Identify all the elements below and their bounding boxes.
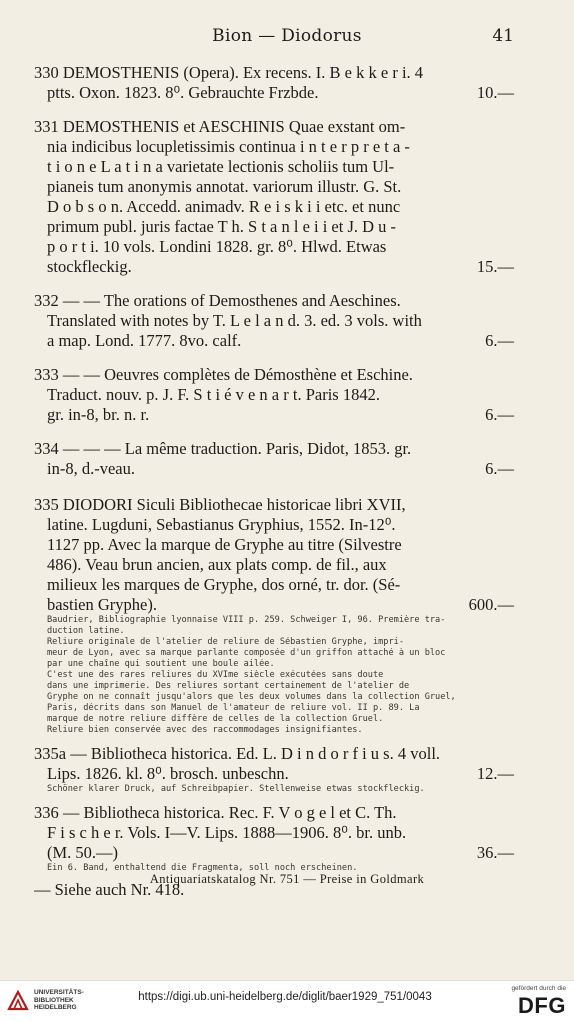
entry-line: Translated with notes by T. L e l a n d. 3. ed. 3 vols. with [47, 311, 422, 330]
page-number: 41 [492, 26, 514, 46]
entry-line: t i o n e L a t i n a varietate lectionis scholiis tum Ul- [47, 157, 395, 176]
university-seal-icon [6, 989, 30, 1013]
entry-line: bastien Gryphe). [47, 595, 157, 614]
catalog-entry [34, 291, 514, 351]
entry-line: pianeis tum anonymis annotat. variorum illustr. G. St. [47, 177, 402, 196]
viewer-bar [0, 980, 574, 1022]
entry-first-line: — Siehe auch Nr. 418. [34, 880, 185, 899]
catalog-entry [34, 439, 514, 479]
entry-price: 600.— [468, 595, 514, 614]
entry-line: 1127 pp. Avec la marque de Gryphe au titre (Silvestre [47, 535, 402, 554]
entry-line: milieux les marques de Gryphe, dos orné, tr. dor. (Sé- [47, 575, 401, 594]
entry-note: meur de Lyon, avec sa marque parlante composée d'un griffon attaché à un bloc [47, 648, 446, 658]
sponsor-caption: gefördert durch die [511, 985, 566, 992]
entry-line: stockfleckig. [47, 257, 132, 276]
entry-line: ptts. Oxon. 1823. 8⁰. Gebrauchte Frzbde. [47, 83, 319, 102]
document-url-link[interactable]: https://digi.ub.uni-heidelberg.de/diglit/baer1929_751/0043 [138, 991, 432, 1003]
entry-note: dans une imprimerie. Des reliures sortant certainement de l'atelier de [47, 681, 410, 691]
entry-first-line: 336 — Bibliotheca historica. Rec. F. V o g e l et C. Th. [34, 803, 397, 822]
entry-line: F i s c h e r. Vols. I—V. Lips. 1888—1906. 8⁰. br. unb. [47, 823, 407, 842]
entry-note: Gryphe on ne connaît jusqu'alors que les deux volumes dans la collection Gruel, [47, 692, 456, 702]
running-title: Bion — Diodorus [212, 26, 362, 46]
entry-first-line: 332 — — The orations of Demosthenes and Aeschines. [34, 291, 401, 310]
library-logo-text: UNIVERSITÄTS- BIBLIOTHEK HEIDELBERG [34, 989, 84, 1011]
entry-note: Paris, décrits dans son Manuel de l'amateur de reliure vol. II p. 89. La [47, 703, 420, 713]
entry-first-line: 335a — Bibliotheca historica. Ed. L. D i n d o r f i u s. 4 voll. [34, 744, 441, 763]
entry-line: a map. Lond. 1777. 8vo. calf. [47, 331, 242, 350]
entry-first-line: 333 — — Oeuvres complètes de Démosthène et Eschine. [34, 365, 413, 384]
catalog-footer: Antiquariatskatalog Nr. 751 — Preise in Goldmark [149, 872, 425, 886]
entry-first-line: 335 DIODORI Siculi Bibliothecae historicae libri XVII, [34, 495, 406, 514]
entry-line: primum publ. juris factae T h. S t a n l e i i et J. D u - [47, 217, 397, 236]
entry-line: nia indicibus locupletissimis continua i n t e r p r e t a - [47, 137, 410, 156]
catalog-entry [34, 495, 514, 736]
entry-first-line: 330 DEMOSTHENIS (Opera). Ex recens. I. B e k k e r i. 4 [34, 63, 424, 82]
entry-price: 12.— [476, 764, 514, 783]
catalog-entry [34, 117, 514, 277]
entry-first-line: 334 — — — La même traduction. Paris, Didot, 1853. gr. [34, 439, 412, 458]
entry-note: Baudrier, Bibliographie lyonnaise VIII p. 259. Schweiger I, 96. Première tra- [47, 615, 446, 625]
catalog-entry [34, 744, 514, 795]
entry-line: Lips. 1826. kl. 8⁰. brosch. unbeschn. [47, 764, 289, 783]
entry-line: D o b s o n. Accedd. animadv. R e i s k i i etc. et nunc [47, 197, 401, 216]
entry-line: (M. 50.—) [47, 843, 119, 862]
entry-note: par une chaîne qui soutient une boule ailée. [47, 659, 275, 669]
entry-note: Reliure bien conservée avec des raccommodages insignifiantes. [47, 725, 363, 735]
entry-note: C'est une des rares reliures du XVIme siècle exécutées sans doute [47, 670, 384, 680]
entry-line: 486). Veau brun ancien, aux plats comp. de fil., aux [47, 555, 387, 574]
entry-note: marque de notre reliure diffère de celles de la collection Gruel. [47, 714, 384, 724]
catalog-entries [34, 63, 514, 900]
entry-note: duction latine. [47, 626, 125, 636]
catalog-entry [34, 803, 514, 874]
entry-note: Schöner klarer Druck, auf Schreibpapier. Stellenweise etwas stockfleckig. [47, 784, 425, 794]
entry-line: latine. Lugduni, Sebastianus Gryphius, 1552. In-12⁰. [47, 515, 396, 534]
entry-price: 6.— [485, 459, 514, 478]
entry-price: 15.— [476, 257, 514, 276]
entry-note: Reliure originale de l'atelier de reliure de Sébastien Gryphe, impri- [47, 637, 404, 647]
page-header [0, 26, 574, 52]
entry-line: in-8, d.-veau. [47, 459, 135, 478]
entry-price: 6.— [485, 405, 514, 424]
entry-first-line: 331 DEMOSTHENIS et AESCHINIS Quae exstant om- [34, 117, 406, 136]
catalog-entry [34, 365, 514, 425]
entry-price: 10.— [476, 83, 514, 102]
catalog-entry [34, 63, 514, 103]
dfg-logo: DFG [518, 993, 566, 1018]
entry-price: 36.— [476, 843, 514, 862]
entry-line: gr. in-8, br. n. r. [47, 405, 150, 424]
entry-line: p o r t i. 10 vols. Londini 1828. gr. 8⁰. Hlwd. Etwas [47, 237, 387, 256]
entry-line: Traduct. nouv. p. J. F. S t i é v e n a r t. Paris 1842. [47, 385, 380, 404]
entry-price: 6.— [485, 331, 514, 350]
entry-note: Ein 6. Band, enthaltend die Fragmenta, soll noch erscheinen. [47, 863, 358, 873]
